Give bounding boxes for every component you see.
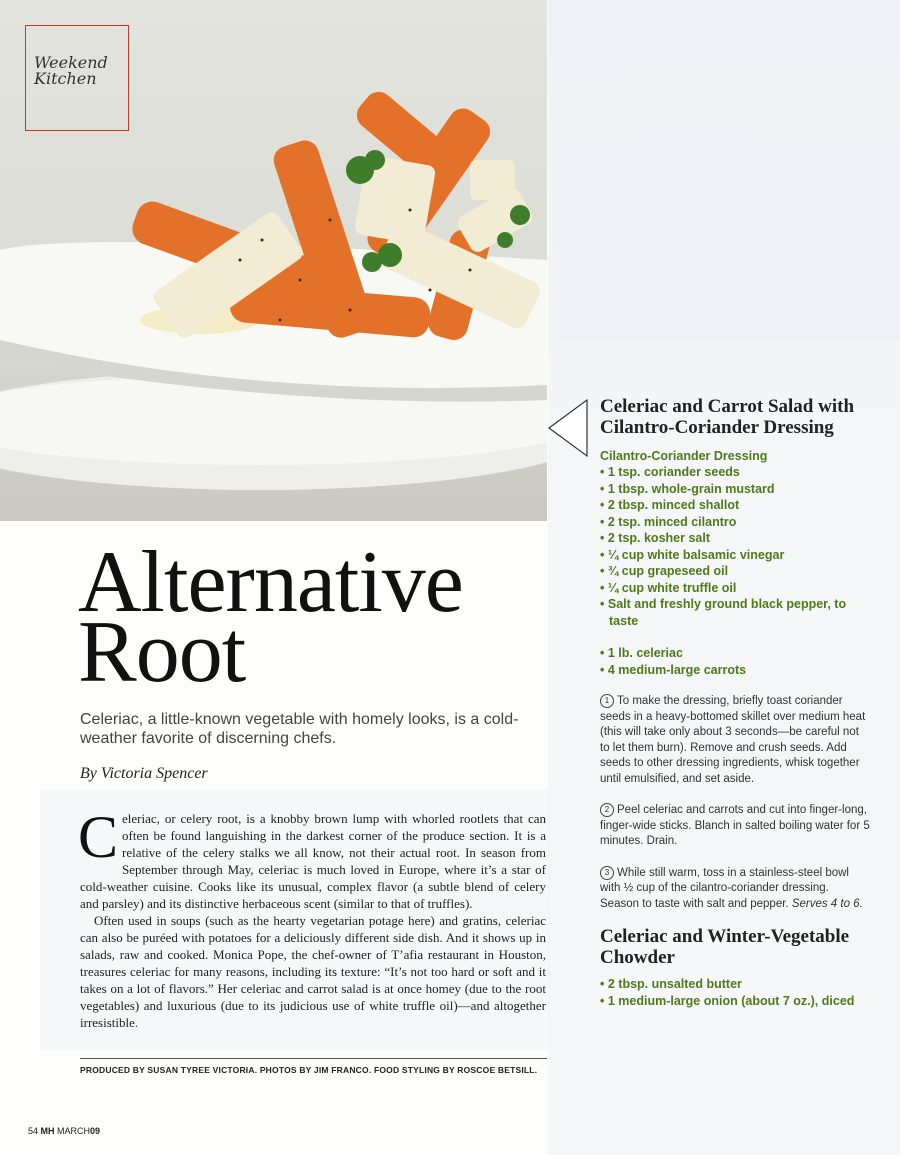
ingredient-item: • 1 tbsp. whole-grain mustard [600,481,870,498]
step-text: Peel celeriac and carrots and cut into finger-long, finger-wide sticks. Blanch in salted boiling water for 5 minutes. Drain. [600,804,870,847]
ingredient-item: • 2 tsp. minced cilantro [600,514,870,531]
divider [80,1058,547,1059]
step-number-icon: 3 [600,866,614,880]
ingredient-item: • ¼ cup white truffle oil [600,580,870,597]
section-tag-line1: Weekend [34,53,108,72]
ingredient-item: • 2 tsp. kosher salt [600,530,870,547]
main-ingredients [600,645,870,678]
ingredient-item: • ¼ cup white balsamic vinegar [600,547,870,564]
ingredient-item: • ¾ cup grapeseed oil [600,563,870,580]
ingredient-item: • 4 medium-large carrots [600,662,870,679]
chowder-ingredients [600,976,870,1009]
photo-credits: PRODUCED BY SUSAN TYREE VICTORIA. PHOTOS BY JIM FRANCO. FOOD STYLING BY ROSCOE BETSILL. [80,1065,538,1075]
step-text: While still warm, toss in a stainless-steel bowl with ½ cup of the cilantro-coriander dressing. Season to taste with salt and pepper. [600,866,849,910]
pointer-triangle-icon [547,398,591,458]
step-number-icon: 2 [600,803,614,817]
ingredient-item: • 2 tbsp. minced shallot [600,497,870,514]
issue-month: MARCH [57,1126,91,1136]
byline: By Victoria Spencer [80,765,208,782]
deck: Celeriac, a little-known vegetable with homely looks, is a cold-weather favorite of discerning chefs. [80,711,519,747]
headline [78,534,463,701]
recipe-column [600,396,870,1009]
body-paragraph: Often used in soups (such as the hearty vegetarian potage here) and gratins, celeriac can also be puréed with potatoes for a deliciously different side dish. And it shows up in salads, raw and cooked. Monica Pope, the chef-owner of T’afia restaurant in Houston, treasures celeriac for many reasons, including its texture: “It’s not too hard or soft and it takes on a lot of flavors.” Her celeriac and carrot salad is at once homey (due to the root vegetables) and luxurious (due to its judicious use of white truffle oil)—and altogether irresistible. [80,913,546,1030]
ingredient-item: • 2 tbsp. unsalted butter [600,976,870,993]
recipe-step [600,866,870,913]
body-paragraph: eleriac, or celery root, is a knobby brown lump with whorled rootlets that can often be found languishing in the darkest corner of the produce section. It is a relative of the celery stalks we all know, not their actual root. In season from September through May, celeriac is much loved in Europe, where it’s a star of cold-weather cuisine. Cooks like its unusual, complex flavor (a subtle blend of celery and parsley) and its distinctive herbaceous scent (similar to that of truffles). [80,811,546,911]
article-body [78,804,546,1031]
ingredient-item: • 1 medium-large onion (about 7 oz.), diced [600,993,870,1010]
step-number-icon: 1 [600,694,614,708]
dressing-ingredients [600,464,870,629]
section-tag [34,55,108,87]
magazine-name: MH [40,1126,55,1136]
food-photo [0,0,547,521]
step-text: To make the dressing, briefly toast coriander seeds in a heavy-bottomed skillet over medium heat (this will take only about 3 seconds—be careful not to let them burn). Remove and crush seeds. Add seeds to other dressing ingredients, whisk together until emulsified, and set aside. [600,695,866,785]
bleed-block [560,140,900,340]
ingredient-item: • 1 tsp. coriander seeds [600,464,870,481]
recipe-step [600,803,870,850]
recipe-title: Celeriac and Winter-Vegetable Chowder [600,926,850,968]
folio [28,1126,100,1136]
serves-note: Serves 4 to 6. [791,897,863,910]
ingredient-item: • 1 lb. celeriac [600,645,870,662]
ingredient-item: • Salt and freshly ground black pepper, to taste [600,596,870,629]
recipe-step [600,694,870,787]
drop-cap: C [78,804,119,870]
headline-line1: Alternative [78,534,463,631]
recipe-title: Celeriac and Carrot Salad with Cilantro-Coriander Dressing [600,396,855,438]
dressing-subhead: Cilantro-Coriander Dressing [600,449,768,463]
page-number: 54 [28,1126,39,1136]
section-tag-line2: Kitchen [34,69,97,88]
issue-year: 09 [90,1126,101,1136]
headline-line2: Root [78,604,246,701]
